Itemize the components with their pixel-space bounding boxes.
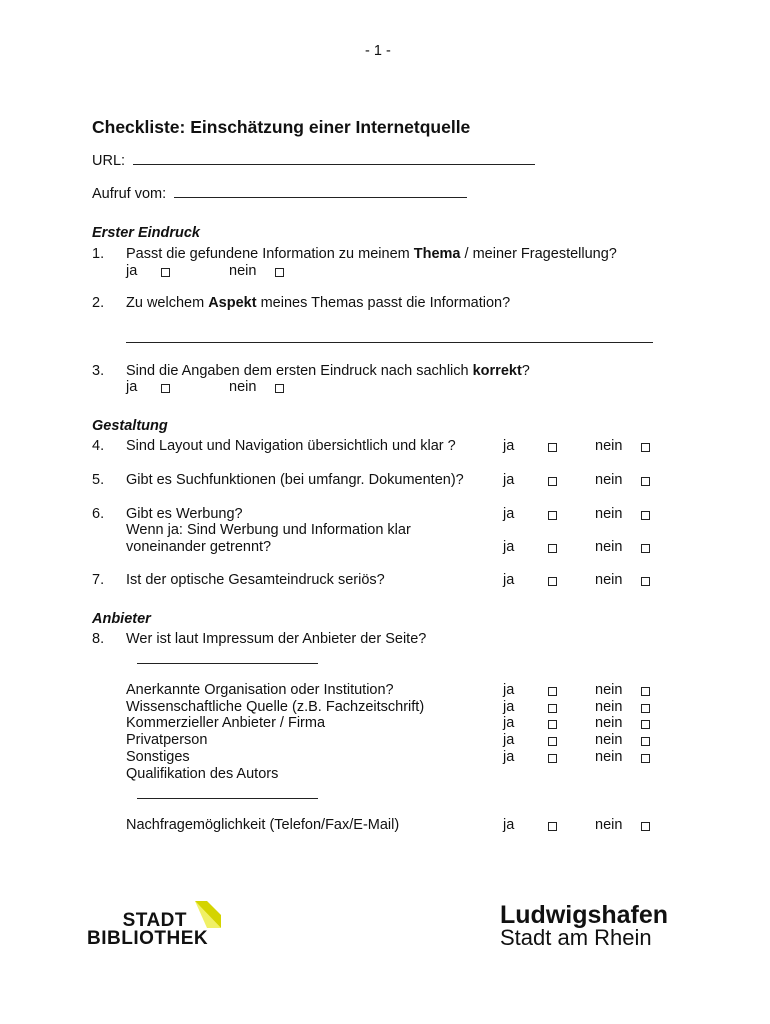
q8-option-nein-checkbox[interactable]: [641, 704, 650, 713]
q7-number: 7.: [92, 572, 105, 588]
q8-option-text: Wissenschaftliche Quelle (z.B. Fachzeitschrift): [126, 699, 425, 715]
q6a-ja-label: ja: [503, 506, 515, 522]
q8-option-nein-checkbox[interactable]: [641, 687, 650, 696]
q8-option-nein-checkbox[interactable]: [641, 720, 650, 729]
q8-answer-line[interactable]: [137, 652, 318, 664]
url-field[interactable]: [133, 153, 535, 165]
q2-text-post: meines Themas passt die Information?: [256, 295, 511, 311]
q2-answer-line[interactable]: [126, 331, 653, 343]
q1-text-pre: Passt die gefundene Information zu meinem: [126, 246, 414, 262]
q7-nein-checkbox[interactable]: [641, 577, 650, 586]
stadtbibliothek-logo: [87, 901, 222, 951]
section-heading-gestaltung: Gestaltung: [92, 418, 168, 434]
ludwigshafen-logo-line1: Ludwigshafen: [500, 901, 669, 929]
q5-nein-checkbox[interactable]: [641, 477, 650, 486]
q8-option-ja-label: ja: [503, 732, 515, 748]
q1-text: [126, 246, 617, 263]
ludwigshafen-logo-line2: Stadt am Rhein: [500, 925, 652, 950]
q8-option-ja-checkbox[interactable]: [548, 737, 557, 746]
q8-nachfrage-nein-label: nein: [595, 817, 623, 833]
section-heading-anbieter: Anbieter: [92, 611, 151, 627]
q3-number: 3.: [92, 363, 105, 379]
q4-text: Sind Layout und Navigation übersichtlich und klar ?: [126, 438, 456, 454]
page-number: - 1 -: [365, 43, 391, 59]
q4-ja-label: ja: [503, 438, 515, 454]
url-label: URL:: [92, 153, 126, 169]
q8-option-ja-label: ja: [503, 699, 515, 715]
q8-nachfrage-ja-checkbox[interactable]: [548, 822, 557, 831]
q8-option-nein-checkbox[interactable]: [641, 737, 650, 746]
q5-number: 5.: [92, 472, 105, 488]
q1-number: 1.: [92, 246, 105, 262]
aufruf-field[interactable]: [174, 186, 467, 198]
q8-option-nein-label: nein: [595, 715, 623, 731]
q3-ja-checkbox[interactable]: [161, 384, 170, 393]
q5-ja-label: ja: [503, 472, 515, 488]
q7-ja-label: ja: [503, 572, 515, 588]
q8-option-nein-label: nein: [595, 749, 623, 765]
q8-option-text: Sonstiges: [126, 749, 190, 765]
q3-text: [126, 363, 530, 380]
q8-option-text: Anerkannte Organisation oder Institution?: [126, 682, 394, 698]
page-title: Checkliste: Einschätzung einer Internetquelle: [92, 117, 471, 137]
q6-number: 6.: [92, 506, 105, 522]
q6-text-line3: voneinander getrennt?: [126, 539, 272, 555]
q5-text: Gibt es Suchfunktionen (bei umfangr. Dokumenten)?: [126, 472, 464, 488]
q1-nein-checkbox[interactable]: [275, 268, 284, 277]
q4-nein-checkbox[interactable]: [641, 443, 650, 452]
url-field-row: [92, 153, 535, 170]
q8-nachfrage-nein-checkbox[interactable]: [641, 822, 650, 831]
q1-ja-label: ja: [126, 263, 138, 279]
q8-option-ja-label: ja: [503, 682, 515, 698]
q3-text-post: ?: [521, 363, 530, 379]
q8-option-text: Kommerzieller Anbieter / Firma: [126, 715, 326, 731]
q8-option-ja-checkbox[interactable]: [548, 720, 557, 729]
q3-nein-label: nein: [229, 379, 257, 395]
q8-qualifikation-line[interactable]: [137, 787, 318, 799]
q4-number: 4.: [92, 438, 105, 454]
stadtbibliothek-logo-mark-icon: [193, 901, 223, 929]
q3-ja-label: ja: [126, 379, 138, 395]
q6a-nein-label: nein: [595, 506, 623, 522]
q7-nein-label: nein: [595, 572, 623, 588]
q8-option-ja-label: ja: [503, 749, 515, 765]
q6a-ja-checkbox[interactable]: [548, 511, 557, 520]
q8-text: Wer ist laut Impressum der Anbieter der Seite?: [126, 631, 427, 647]
q2-text-bold: Aspekt: [208, 295, 257, 311]
q3-text-pre: Sind die Angaben dem ersten Eindruck nach sachlich: [126, 363, 473, 379]
q8-nachfrage-text: Nachfragemöglichkeit (Telefon/Fax/E-Mail): [126, 817, 400, 833]
q1-nein-label: nein: [229, 263, 257, 279]
q8-qualifikation-label: Qualifikation des Autors: [126, 766, 279, 782]
q8-option-nein-checkbox[interactable]: [641, 754, 650, 763]
q8-number: 8.: [92, 631, 105, 647]
q8-nachfrage-ja-label: ja: [503, 817, 515, 833]
q3-text-bold: korrekt: [472, 363, 522, 379]
q8-option-ja-checkbox[interactable]: [548, 687, 557, 696]
q6b-ja-checkbox[interactable]: [548, 544, 557, 553]
section-heading-eindruck: Erster Eindruck: [92, 225, 200, 241]
q2-number: 2.: [92, 295, 105, 311]
q8-option-ja-checkbox[interactable]: [548, 754, 557, 763]
q1-ja-checkbox[interactable]: [161, 268, 170, 277]
q8-option-ja-label: ja: [503, 715, 515, 731]
q8-option-nein-label: nein: [595, 682, 623, 698]
q7-ja-checkbox[interactable]: [548, 577, 557, 586]
q8-option-ja-checkbox[interactable]: [548, 704, 557, 713]
q6-text-line1: Gibt es Werbung?: [126, 506, 243, 522]
aufruf-label: Aufruf vom:: [92, 186, 167, 202]
q4-nein-label: nein: [595, 438, 623, 454]
q6a-nein-checkbox[interactable]: [641, 511, 650, 520]
q6b-ja-label: ja: [503, 539, 515, 555]
q8-option-nein-label: nein: [595, 732, 623, 748]
q3-nein-checkbox[interactable]: [275, 384, 284, 393]
q4-ja-checkbox[interactable]: [548, 443, 557, 452]
q8-option-text: Privatperson: [126, 732, 208, 748]
q7-text: Ist der optische Gesamteindruck seriös?: [126, 572, 385, 588]
stadtbibliothek-logo-line1: STADT: [122, 910, 187, 931]
q1-text-bold: Thema: [413, 246, 461, 262]
q2-text: [126, 295, 510, 312]
stadtbibliothek-logo-line2: BIBLIOTHEK: [87, 928, 209, 949]
aufruf-field-row: [92, 186, 467, 203]
q2-text-pre: Zu welchem: [126, 295, 209, 311]
q1-text-post: / meiner Fragestellung?: [460, 246, 617, 262]
q8-option-nein-label: nein: [595, 699, 623, 715]
q5-nein-label: nein: [595, 472, 623, 488]
q6-text-line2: Wenn ja: Sind Werbung und Information klar: [126, 522, 411, 538]
q6b-nein-checkbox[interactable]: [641, 544, 650, 553]
q5-ja-checkbox[interactable]: [548, 477, 557, 486]
q6b-nein-label: nein: [595, 539, 623, 555]
